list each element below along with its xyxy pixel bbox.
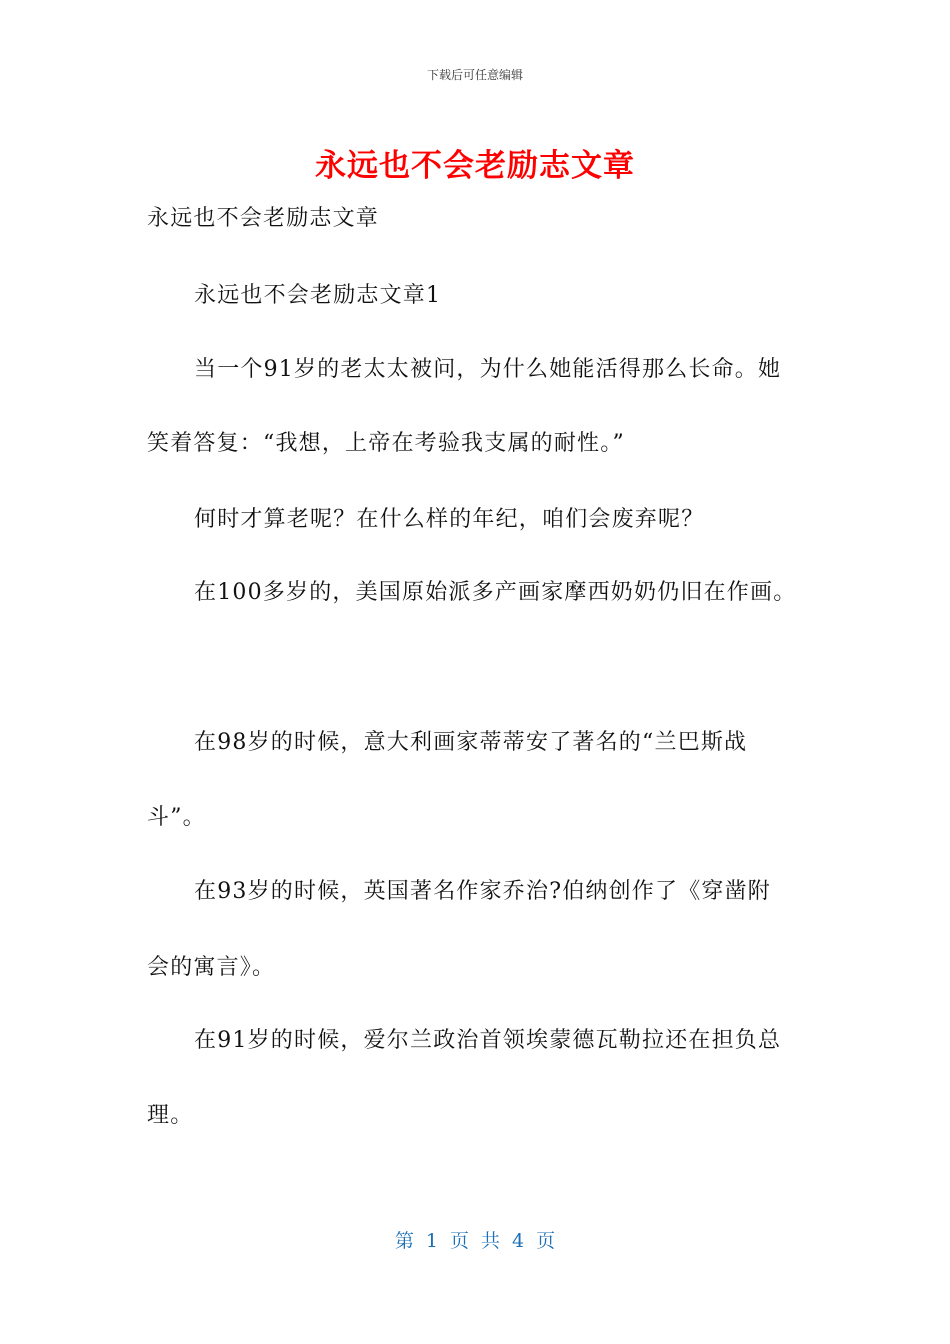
paragraph-line: 在91岁的时候，爱尔兰政治首领埃蒙德瓦勒拉还在担负总: [194, 1028, 782, 1053]
paragraph-line: 笑着答复：“我想，上帝在考验我支属的耐性。”: [147, 431, 625, 456]
paragraph-line: 在93岁的时候，英国著名作家乔治?伯纳创作了《穿凿附: [194, 879, 771, 904]
paragraph-line: 在98岁的时候，意大利画家蒂蒂安了著名的“兰巴斯战: [194, 730, 748, 755]
document-title: 永远也不会老励志文章: [315, 148, 635, 184]
paragraph-line: 会的寓言》。: [147, 955, 276, 980]
header-note: 下载后可任意编辑: [426, 68, 523, 82]
paragraph-line: 在100多岁的，美国原始派多产画家摩西奶奶仍旧在作画。: [194, 580, 797, 605]
paragraph-line: 当一个91岁的老太太被问，为什么她能活得那么长命。她: [194, 357, 782, 382]
paragraph-line: 何时才算老呢？在什么样的年纪，咱们会废弃呢？: [194, 507, 705, 532]
page-indicator: 第 1 页 共 4 页: [394, 1230, 556, 1252]
section-heading: 永远也不会老励志文章1: [194, 283, 442, 308]
document-subtitle: 永远也不会老励志文章: [147, 206, 380, 231]
paragraph-line: 理。: [147, 1103, 194, 1128]
paragraph-line: 斗”。: [147, 805, 206, 830]
